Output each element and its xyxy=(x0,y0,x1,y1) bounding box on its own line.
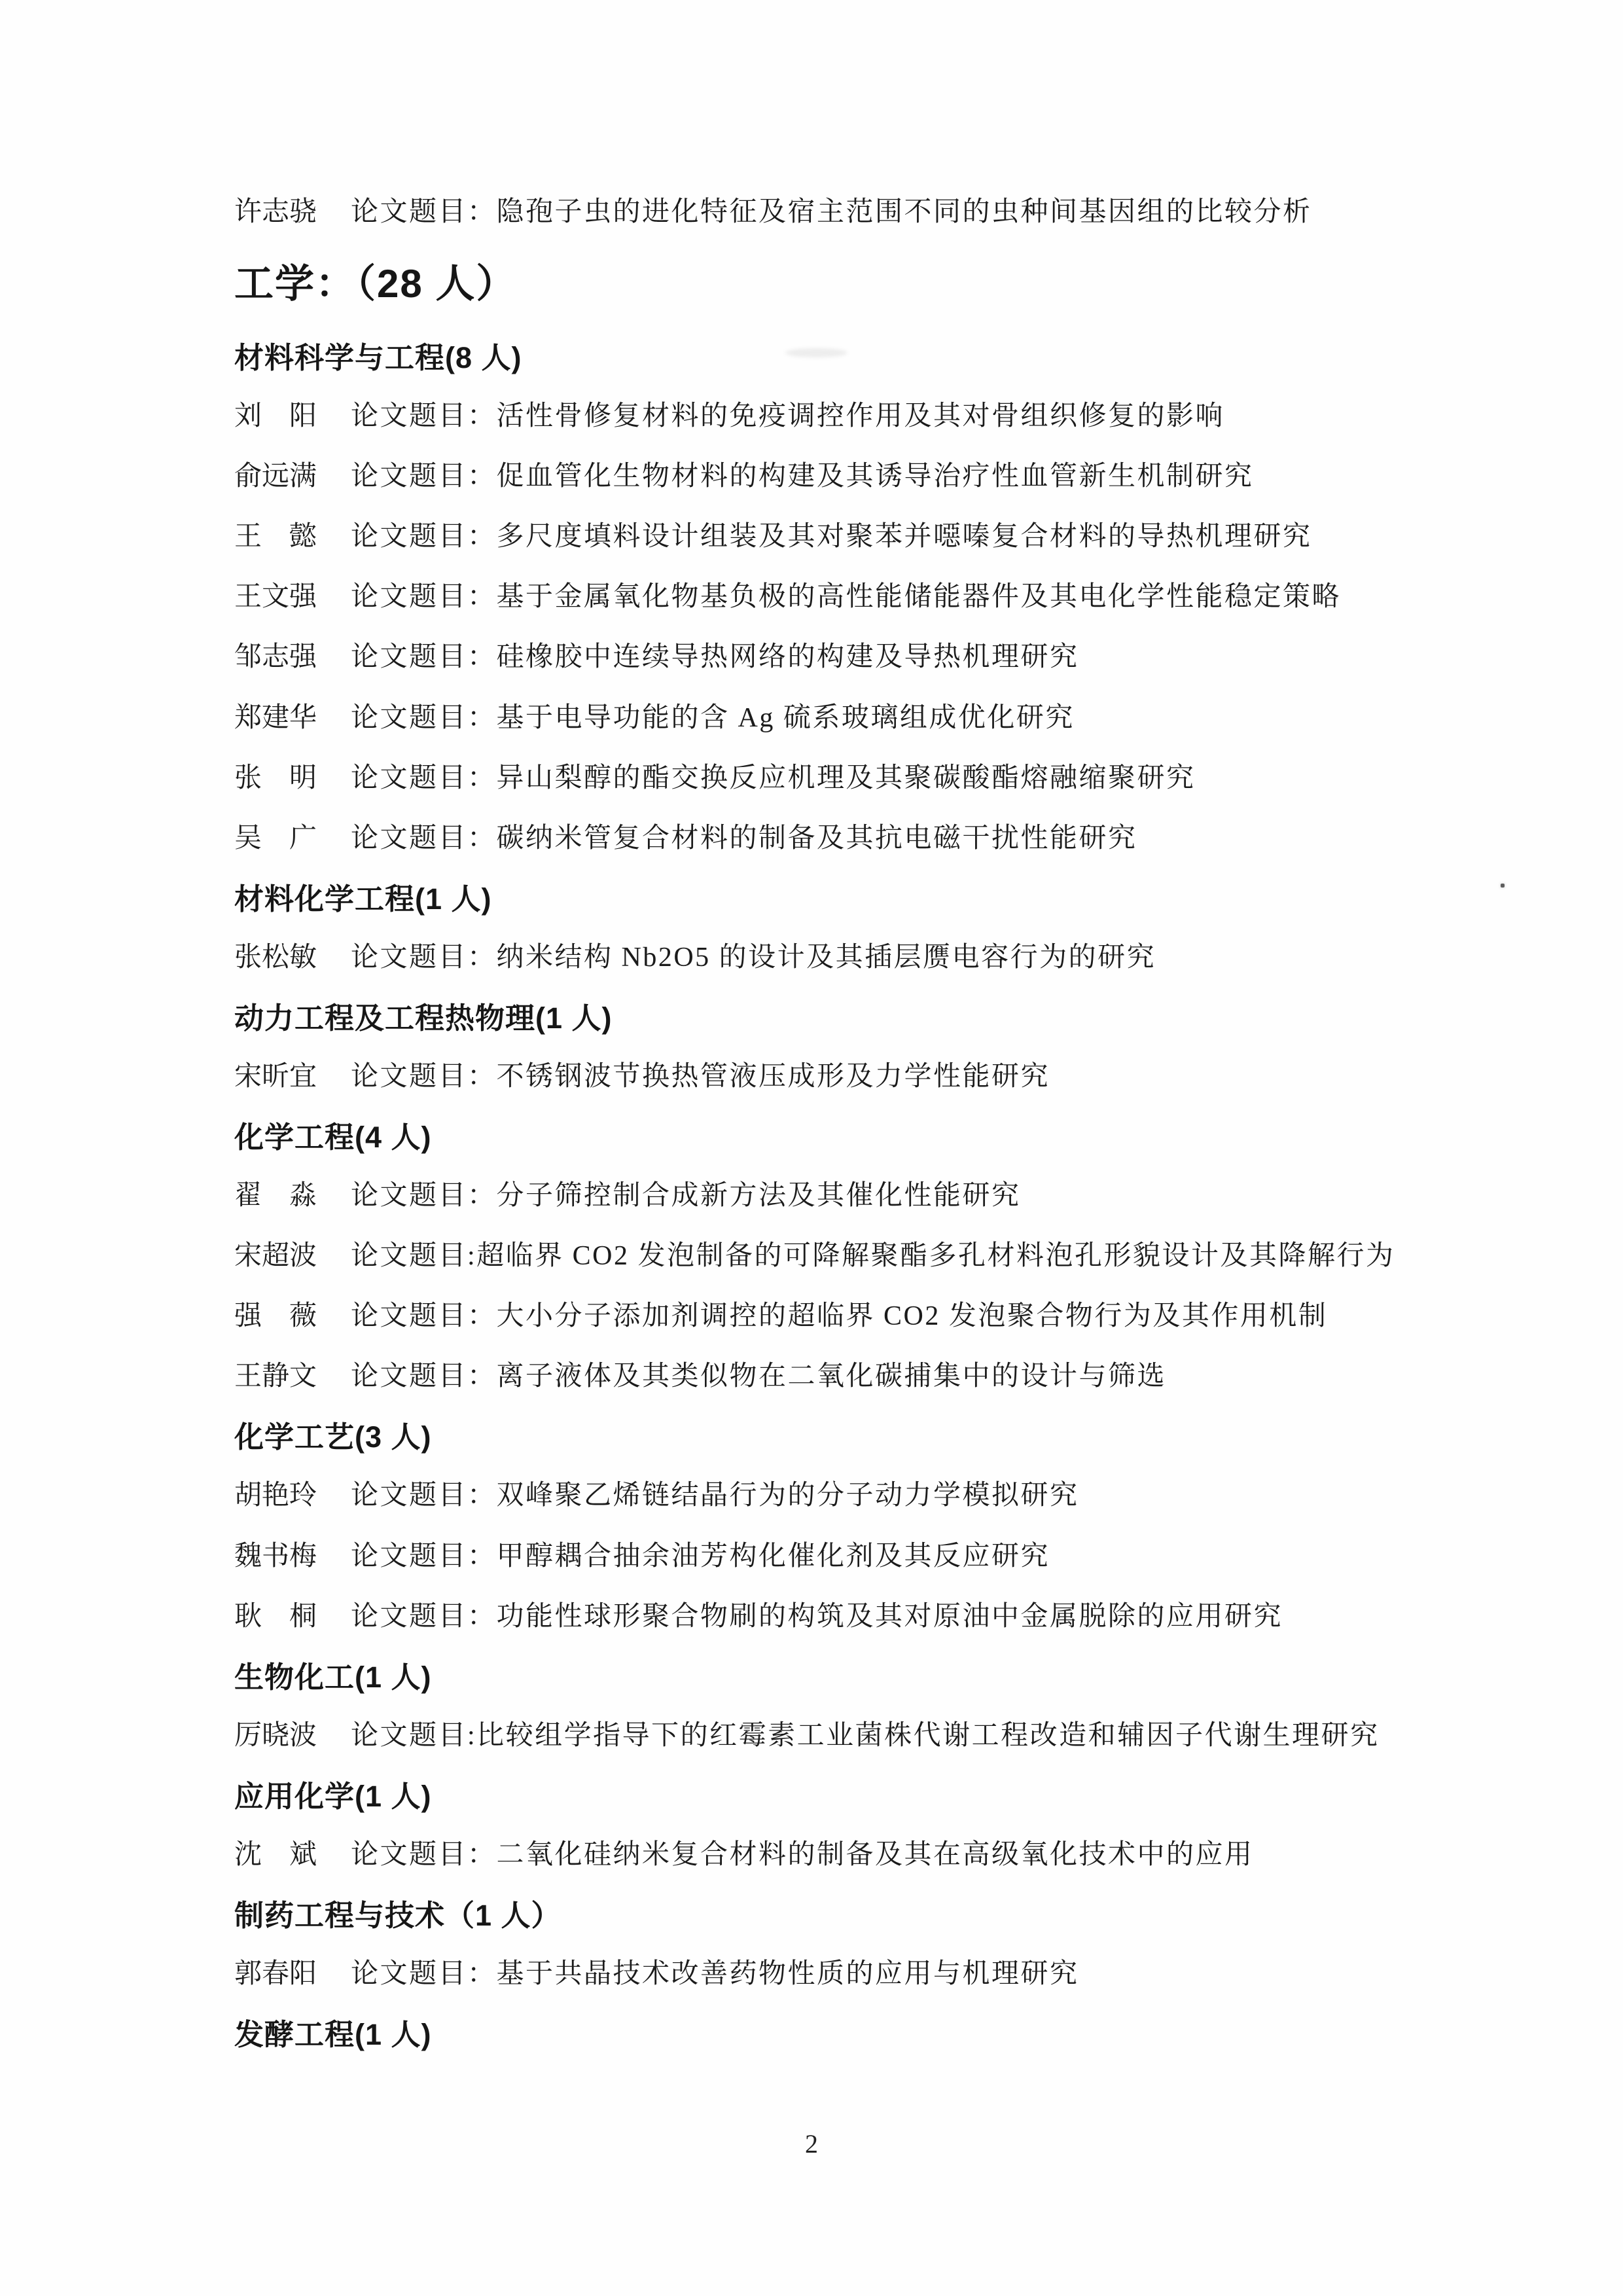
thesis-label: 论文题目： xyxy=(351,522,497,552)
thesis-entry xyxy=(234,1721,1432,1750)
thesis-entry xyxy=(234,1362,1432,1391)
thesis-label: 论文题目: xyxy=(351,1241,477,1272)
thesis-title: 异山梨醇的酯交换反应机理及其聚碳酸酯熔融缩聚研究 xyxy=(496,762,1196,793)
thesis-label: 论文题目： xyxy=(351,762,497,793)
student-name: 王 懿 xyxy=(234,522,317,552)
thesis-title: 活性骨修复材料的免疫调控作用及其对骨组织修复的影响 xyxy=(496,401,1225,432)
thesis-title: 功能性球形聚合物刷的构筑及其对原油中金属脱除的应用研究 xyxy=(496,1601,1283,1632)
thesis-label: 论文题目： xyxy=(351,1301,497,1332)
thesis-title: 多尺度填料设计组装及其对聚苯并噁嗪复合材料的导热机理研究 xyxy=(496,522,1312,552)
thesis-label: 论文题目： xyxy=(351,1181,497,1211)
thesis-label: 论文题目： xyxy=(351,1541,497,1571)
group-heading: 生物化工(1 人) xyxy=(234,1660,432,1694)
thesis-label: 论文题目： xyxy=(351,942,497,973)
thesis-title: 大小分子添加剂调控的超临界 CO2 发泡聚合物行为及其作用机制 xyxy=(496,1301,1328,1332)
thesis-entry xyxy=(234,402,1432,431)
carryover-block xyxy=(234,198,1432,226)
thesis-entry xyxy=(234,764,1432,793)
student-name: 吴 广 xyxy=(234,823,317,853)
student-name: 王文强 xyxy=(234,582,317,613)
student-name: 沈 斌 xyxy=(234,1839,317,1870)
student-name: 耿 桐 xyxy=(234,1601,317,1632)
student-name: 俞远满 xyxy=(234,461,317,492)
student-name: 王静文 xyxy=(234,1361,317,1392)
thesis-label: 论文题目： xyxy=(351,1601,497,1632)
thesis-title: 纳米结构 Nb2O5 的设计及其插层赝电容行为的研究 xyxy=(496,942,1156,973)
thesis-entry xyxy=(234,1602,1432,1631)
group-heading: 化学工艺(3 人) xyxy=(234,1420,432,1454)
thesis-title: 促血管化生物材料的构建及其诱导治疗性血管新生机制研究 xyxy=(496,461,1254,492)
thesis-entry xyxy=(234,1302,1432,1331)
thesis-entry xyxy=(234,462,1432,491)
thesis-title: 分子筛控制合成新方法及其催化性能研究 xyxy=(496,1181,1021,1211)
group-heading: 化学工程(4 人) xyxy=(234,1121,432,1155)
thesis-entry xyxy=(234,704,1432,732)
thesis-entry xyxy=(234,643,1432,672)
thesis-title: 甲醇耦合抽余油芳构化催化剂及其反应研究 xyxy=(496,1541,1050,1571)
thesis-entry xyxy=(234,943,1432,972)
thesis-title: 隐孢子虫的进化特征及宿主范围不同的虫种间基因组的比较分析 xyxy=(496,197,1312,227)
student-name: 翟 淼 xyxy=(234,1181,317,1211)
thesis-title: 二氧化硅纳米复合材料的制备及其在高级氧化技术中的应用 xyxy=(496,1839,1254,1870)
student-name: 魏书梅 xyxy=(234,1541,317,1571)
thesis-title: 离子液体及其类似物在二氧化碳捕集中的设计与筛选 xyxy=(496,1361,1167,1392)
student-name: 张松敏 xyxy=(234,942,317,973)
thesis-title: 基于共晶技术改善药物性质的应用与机理研究 xyxy=(496,1958,1079,1989)
thesis-label: 论文题目： xyxy=(351,197,497,227)
group-heading: 应用化学(1 人) xyxy=(234,1779,432,1813)
page-content xyxy=(234,198,1432,2079)
thesis-label: 论文题目： xyxy=(351,1480,497,1511)
student-name: 邹志强 xyxy=(234,642,317,673)
page-number: 2 xyxy=(805,2129,818,2159)
group-heading: 发酵工程(1 人) xyxy=(234,2017,432,2051)
student-name: 宋昕宜 xyxy=(234,1061,317,1092)
thesis-label: 论文题目： xyxy=(351,1839,497,1870)
group-heading: 材料科学与工程(8 人) xyxy=(234,341,522,375)
thesis-entry xyxy=(234,198,1432,226)
thesis-entry xyxy=(234,1062,1432,1091)
thesis-title: 硅橡胶中连续导热网络的构建及导热机理研究 xyxy=(496,642,1079,673)
thesis-label: 论文题目： xyxy=(351,461,497,492)
student-name: 胡艳玲 xyxy=(234,1480,317,1511)
student-name: 郭春阳 xyxy=(234,1958,317,1989)
thesis-title: 超临界 CO2 发泡制备的可降解聚酯多孔材料泡孔形貌设计及其降解行为 xyxy=(476,1241,1395,1272)
thesis-label: 论文题目： xyxy=(351,1958,497,1989)
thesis-title: 不锈钢波节换热管液压成形及力学性能研究 xyxy=(496,1061,1050,1092)
thesis-entry xyxy=(234,583,1432,611)
student-name: 郑建华 xyxy=(234,702,317,733)
thesis-label: 论文题目： xyxy=(351,823,497,853)
thesis-title: 基于电导功能的含 Ag 硫系玻璃组成优化研究 xyxy=(496,702,1075,733)
thesis-entry xyxy=(234,1242,1432,1270)
thesis-title: 双峰聚乙烯链结晶行为的分子动力学模拟研究 xyxy=(496,1480,1079,1511)
thesis-label: 论文题目： xyxy=(351,702,497,733)
student-name: 厉晓波 xyxy=(234,1720,317,1751)
thesis-entry xyxy=(234,1840,1432,1869)
thesis-entry xyxy=(234,522,1432,551)
student-name: 宋超波 xyxy=(234,1241,317,1272)
thesis-label: 论文题目： xyxy=(351,1361,497,1392)
thesis-title: 基于金属氧化物基负极的高性能储能器件及其电化学性能稳定策略 xyxy=(496,582,1342,613)
student-name: 刘 阳 xyxy=(234,401,317,432)
thesis-label: 论文题目： xyxy=(351,582,497,613)
thesis-label: 论文题目： xyxy=(351,401,497,432)
thesis-title: 碳纳米管复合材料的制备及其抗电磁干扰性能研究 xyxy=(496,823,1137,853)
student-name: 强 薇 xyxy=(234,1301,317,1332)
student-name: 张 明 xyxy=(234,762,317,793)
group-heading: 材料化学工程(1 人) xyxy=(234,882,492,916)
section-heading: 工学：（28 人） xyxy=(234,262,517,306)
thesis-label: 论文题目： xyxy=(351,642,497,673)
group-heading: 制药工程与技术（1 人） xyxy=(234,1898,562,1932)
student-name: 许志骁 xyxy=(234,197,317,227)
thesis-label: 论文题目: xyxy=(351,1720,477,1751)
scan-dot xyxy=(1501,884,1505,888)
thesis-entry xyxy=(234,1181,1432,1210)
thesis-entry xyxy=(234,1542,1432,1571)
thesis-entry xyxy=(234,824,1432,853)
group-heading: 动力工程及工程热物理(1 人) xyxy=(234,1001,613,1035)
thesis-entry xyxy=(234,1960,1432,1988)
thesis-label: 论文题目： xyxy=(351,1061,497,1092)
thesis-title: 比较组学指导下的红霉素工业菌株代谢工程改造和辅因子代谢生理研究 xyxy=(476,1720,1380,1751)
thesis-entry xyxy=(234,1481,1432,1510)
